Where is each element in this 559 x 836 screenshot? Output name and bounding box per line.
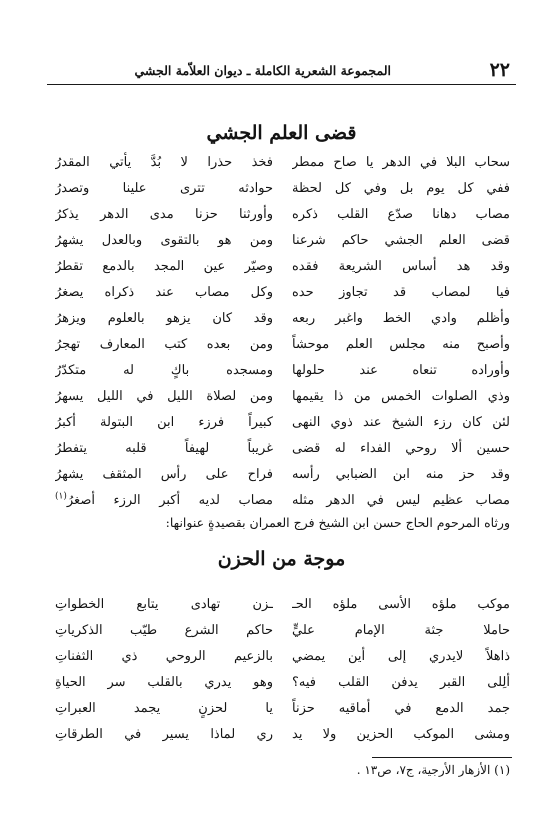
- verse-first-hemistich: موكب ملؤه الأسى ملؤه الحـ: [292, 597, 510, 612]
- verse-line: [47, 280, 516, 306]
- verse-first-hemistich: وقد هد أساس الشريعة فقده: [292, 259, 510, 274]
- verse-first-hemistich: وأوراده تنعاه عند حلولها: [292, 363, 510, 378]
- verse-second-hemistich-text: وأورثنا حزنا مدى الدهر يذكرُ: [55, 207, 273, 222]
- verse-second-hemistich-text: ومن بعده كتب المعارف تهجرُ: [55, 337, 273, 352]
- verse-second-hemistich: [55, 228, 273, 254]
- verse-line: [47, 410, 516, 436]
- verse-first-hemistich: ذاهلاً لايدري إلى أين يمضي: [292, 649, 510, 664]
- poem-body: [47, 592, 516, 748]
- verse-line: [47, 670, 516, 696]
- verse-first-hemistich: ومشى الموكب الحزين ولا يد: [292, 727, 510, 742]
- verse-second-hemistich: [55, 618, 273, 644]
- verse-line: [47, 202, 516, 228]
- verse-line: [47, 436, 516, 462]
- verse-second-hemistich: [55, 306, 273, 332]
- verse-first-hemistich: وأصبح منه مجلس العلم موحشاً: [292, 337, 510, 352]
- verse-second-hemistich: [55, 670, 273, 696]
- verse-line: [47, 176, 516, 202]
- verse-line: [47, 228, 516, 254]
- verse-line: [47, 384, 516, 410]
- verse-line: [47, 618, 516, 644]
- verse-line: [47, 254, 516, 280]
- verse-second-hemistich: [55, 332, 273, 358]
- verse-second-hemistich: [55, 358, 273, 384]
- verse-second-hemistich-text: كبيراً فرزء ابن البتولة أكبرُ: [55, 415, 273, 430]
- verse-first-hemistich: قضى العلم الجشي حاكم شرعنا: [292, 233, 510, 248]
- verse-first-hemistich: وأظلم وادي الخط واغبر ربعه: [292, 311, 510, 326]
- poem-body: [47, 150, 516, 514]
- verse-second-hemistich-text: ومسجده باكٍ له متكدّرُ: [55, 363, 273, 378]
- verse-second-hemistich-text: ومن لصلاة الليل في الليل يسهرُ: [55, 389, 273, 404]
- verse-line: [47, 488, 516, 514]
- verse-first-hemistich: مصاب دهانا صدّع القلب ذكره: [292, 207, 510, 222]
- verse-second-hemistich-text: وهو يدري بالقلب سر الحياةِ: [55, 675, 273, 690]
- verse-second-hemistich: [55, 644, 273, 670]
- running-title: المجموعة الشعرية الكاملة ـ ديوان العلاّمة الجشي: [134, 63, 391, 78]
- verse-second-hemistich-text: وكل مصاب عند ذكراه يصغرُ: [55, 285, 273, 300]
- footnote: (١) الأزهار الأرجية، ج٧، ص١٣ .: [356, 763, 510, 777]
- verse-line: [47, 592, 516, 618]
- verse-second-hemistich: [55, 280, 273, 306]
- verse-second-hemistich-text: ـزن تهادى يتابع الخطواتِ: [55, 597, 273, 612]
- verse-second-hemistich-text: يا لحزنٍ يجمد العبراتِ: [55, 701, 273, 716]
- verse-second-hemistich: [55, 722, 273, 748]
- verse-second-hemistich: [55, 696, 273, 722]
- verse-first-hemistich: مصاب عظيم ليس في الدهر مثله: [292, 493, 510, 508]
- page-number: ٢٢: [489, 59, 510, 81]
- verse-first-hemistich: جمد الدمع في أماقيه حزناً: [292, 701, 510, 716]
- verse-second-hemistich: [55, 384, 273, 410]
- intro-note: ورثاه المرحوم الحاج حسن ابن الشيخ فرج العمران بقصيدةٍ عنوانها:: [165, 515, 510, 530]
- footnote-divider: [372, 757, 512, 758]
- verse-line: [47, 306, 516, 332]
- verse-line: [47, 150, 516, 176]
- verse-second-hemistich: [55, 254, 273, 280]
- verse-second-hemistich: [55, 462, 273, 488]
- verse-second-hemistich: [55, 436, 273, 462]
- verse-second-hemistich-text: حاكم الشرع طيّب الذكرياتِ: [55, 623, 273, 638]
- verse-first-hemistich: سحاب البلا في الدهر يا صاح ممطر: [292, 155, 510, 170]
- verse-first-hemistich: وقد حز منه ابن الضبابي رأسه: [292, 467, 510, 482]
- verse-second-hemistich-text: بالزعيم الروحي ذي الثفناتِ: [55, 649, 273, 664]
- verse-second-hemistich-text: ومن هو بالتقوى وبالعدل يشهرُ: [55, 233, 273, 248]
- verse-line: [47, 358, 516, 384]
- verse-second-hemistich: [55, 150, 273, 176]
- page-header: [47, 58, 516, 85]
- verse-second-hemistich: [55, 176, 273, 202]
- verse-first-hemistich: حاملا جثة الإمام عليٍّ: [292, 623, 510, 638]
- poem-title: موجة من الحزن: [217, 548, 346, 570]
- verse-second-hemistich-text: غريباً لهيفاً قلبه يتفطرُ: [55, 441, 273, 456]
- verse-second-hemistich-text: حوادثه تترى علينا وتصدرُ: [55, 181, 273, 196]
- footnote-marker: (١): [55, 491, 67, 502]
- verse-second-hemistich: [55, 410, 273, 436]
- verse-first-hemistich: فيا لمصاب قد تجاوز حده: [292, 285, 510, 300]
- verse-first-hemistich: وذي الصلوات الخمس من ذا يقيمها: [292, 389, 510, 404]
- verse-second-hemistich-text: وقد كان يزهو بالعلوم ويزهرُ: [55, 311, 273, 326]
- verse-second-hemistich-text: فراح على رأس المثقف يشهرُ: [55, 467, 273, 482]
- poem-title: قضى العلم الجشي: [206, 122, 357, 144]
- verse-second-hemistich-text: مصاب لديه أكبر الرزء أصغرُ: [66, 493, 273, 508]
- verse-first-hemistich: ألِلى القبر يدفن القلب فيه؟: [292, 675, 510, 690]
- verse-first-hemistich: لئن كان رزء الشيخ عند ذوي النهى: [292, 415, 510, 430]
- verse-first-hemistich: حسين ألا روحي الفداء له قضى: [292, 441, 510, 456]
- verse-second-hemistich-text: فخذ حذرا لا بُدَّ يأتي المقدرُ: [55, 155, 273, 170]
- verse-line: [47, 332, 516, 358]
- verse-line: [47, 696, 516, 722]
- verse-first-hemistich: ففي كل يوم بل وفي كل لحظة: [292, 181, 510, 196]
- verse-second-hemistich: [55, 488, 273, 514]
- verse-second-hemistich: [55, 592, 273, 618]
- verse-second-hemistich: [55, 202, 273, 228]
- verse-second-hemistich-text: ري لماذا يسير في الطرقاتِ: [55, 727, 273, 742]
- verse-line: [47, 462, 516, 488]
- verse-line: [47, 722, 516, 748]
- verse-second-hemistich-text: وصيّر عين المجد بالدمع تقطرُ: [55, 259, 273, 274]
- verse-line: [47, 644, 516, 670]
